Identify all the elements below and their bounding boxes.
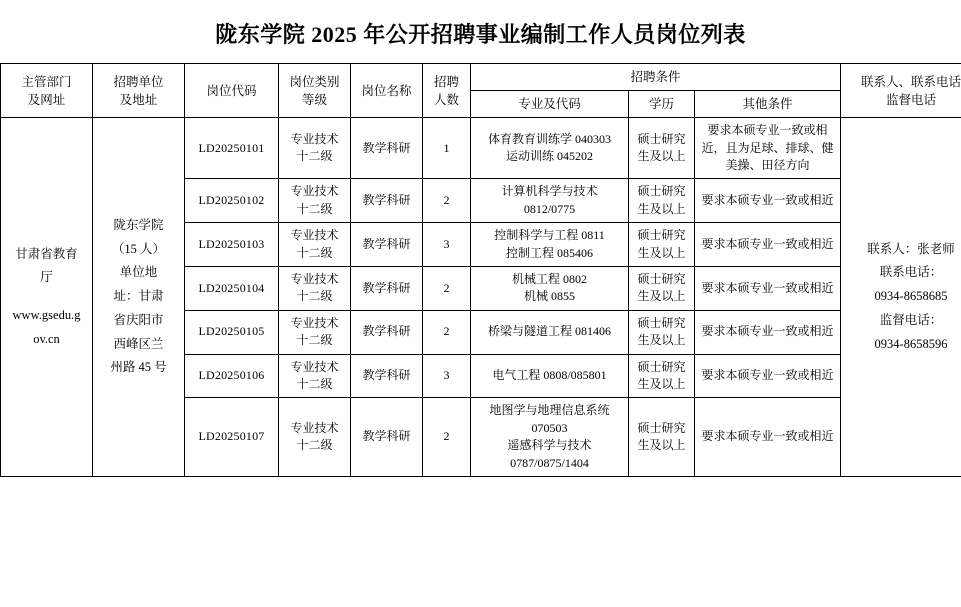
cell-job-type bbox=[279, 179, 351, 223]
job-type-line1: 专业技术 bbox=[282, 420, 347, 437]
cell-major bbox=[471, 223, 629, 267]
cell-job-name: 教学科研 bbox=[351, 223, 423, 267]
supervision-phone: 0934-8658596 bbox=[844, 333, 961, 357]
header-job-type bbox=[279, 64, 351, 118]
header-major: 专业及代码 bbox=[471, 91, 629, 118]
cell-count: 2 bbox=[423, 398, 471, 477]
header-dept-line1: 主管部门 bbox=[4, 73, 89, 91]
major-line4: 0787/0875/1404 bbox=[474, 455, 625, 472]
cell-major bbox=[471, 266, 629, 310]
major-line1: 计算机科学与技术 bbox=[474, 183, 625, 200]
supervision-label: 监督电话： bbox=[844, 309, 961, 333]
cell-job-name: 教学科研 bbox=[351, 310, 423, 354]
unit-line7: 州路 45 号 bbox=[96, 356, 181, 380]
cell-job-code: LD20250101 bbox=[185, 118, 279, 179]
header-conditions-group: 招聘条件 bbox=[471, 64, 841, 91]
header-unit bbox=[93, 64, 185, 118]
header-count-line2: 人数 bbox=[426, 91, 467, 109]
cell-other-conditions: 要求本硕专业一致或相近 bbox=[695, 179, 841, 223]
cell-count: 2 bbox=[423, 266, 471, 310]
header-count bbox=[423, 64, 471, 118]
cell-job-code: LD20250102 bbox=[185, 179, 279, 223]
edu-line2: 生及以上 bbox=[632, 376, 691, 393]
header-job-name: 岗位名称 bbox=[351, 64, 423, 118]
edu-line1: 硕士研究 bbox=[632, 420, 691, 437]
major-line1: 地图学与地理信息系统 bbox=[474, 402, 625, 419]
major-line1: 电气工程 0808/085801 bbox=[474, 367, 625, 384]
cell-education bbox=[629, 118, 695, 179]
cell-major bbox=[471, 354, 629, 398]
cell-job-type bbox=[279, 354, 351, 398]
job-type-line1: 专业技术 bbox=[282, 227, 347, 244]
contact-line2: 联系电话： bbox=[844, 261, 961, 285]
unit-line2: （15 人） bbox=[96, 238, 181, 262]
header-job-code: 岗位代码 bbox=[185, 64, 279, 118]
edu-line1: 硕士研究 bbox=[632, 183, 691, 200]
cell-job-type bbox=[279, 118, 351, 179]
unit-line3: 单位地 bbox=[96, 261, 181, 285]
edu-line1: 硕士研究 bbox=[632, 131, 691, 148]
job-type-line2: 十二级 bbox=[282, 376, 347, 393]
cell-other-conditions: 要求本硕专业一致或相近 bbox=[695, 266, 841, 310]
major-line3: 遥感科学与技术 bbox=[474, 437, 625, 454]
edu-line2: 生及以上 bbox=[632, 201, 691, 218]
major-line1: 控制科学与工程 0811 bbox=[474, 227, 625, 244]
cell-education bbox=[629, 223, 695, 267]
cell-count: 2 bbox=[423, 310, 471, 354]
edu-line1: 硕士研究 bbox=[632, 315, 691, 332]
cell-education bbox=[629, 179, 695, 223]
cell-job-name: 教学科研 bbox=[351, 179, 423, 223]
cell-job-name: 教学科研 bbox=[351, 118, 423, 179]
cell-department bbox=[1, 118, 93, 477]
cell-other-conditions: 要求本硕专业一致或相近 bbox=[695, 223, 841, 267]
cell-count: 2 bbox=[423, 179, 471, 223]
cell-job-type bbox=[279, 266, 351, 310]
job-type-line2: 十二级 bbox=[282, 201, 347, 218]
edu-line2: 生及以上 bbox=[632, 288, 691, 305]
unit-line5: 省庆阳市 bbox=[96, 309, 181, 333]
cell-education bbox=[629, 398, 695, 477]
cell-job-name: 教学科研 bbox=[351, 266, 423, 310]
job-type-line2: 十二级 bbox=[282, 288, 347, 305]
edu-line1: 硕士研究 bbox=[632, 271, 691, 288]
unit-line4: 址：甘肃 bbox=[96, 285, 181, 309]
edu-line2: 生及以上 bbox=[632, 245, 691, 262]
cell-job-name: 教学科研 bbox=[351, 398, 423, 477]
cell-count: 1 bbox=[423, 118, 471, 179]
header-dept bbox=[1, 64, 93, 118]
cell-job-code: LD20250106 bbox=[185, 354, 279, 398]
contact-line1: 联系人：张老师 bbox=[844, 238, 961, 262]
cell-contact bbox=[841, 118, 961, 477]
major-line1: 体育教育训练学 040303 bbox=[474, 131, 625, 148]
cell-job-code: LD20250104 bbox=[185, 266, 279, 310]
cell-major bbox=[471, 179, 629, 223]
header-education: 学历 bbox=[629, 91, 695, 118]
job-type-line2: 十二级 bbox=[282, 148, 347, 165]
major-line1: 桥梁与隧道工程 081406 bbox=[474, 323, 625, 340]
unit-line1: 陇东学院 bbox=[96, 214, 181, 238]
cell-job-code: LD20250105 bbox=[185, 310, 279, 354]
dept-name-line1: 甘肃省教育 bbox=[4, 243, 89, 267]
job-listing-table bbox=[0, 63, 961, 477]
edu-line2: 生及以上 bbox=[632, 437, 691, 454]
cell-education bbox=[629, 266, 695, 310]
job-type-line1: 专业技术 bbox=[282, 271, 347, 288]
cell-other-conditions: 要求本硕专业一致或相近 bbox=[695, 310, 841, 354]
edu-line1: 硕士研究 bbox=[632, 227, 691, 244]
major-line2: 运动训练 045202 bbox=[474, 148, 625, 165]
edu-line2: 生及以上 bbox=[632, 148, 691, 165]
cell-job-type bbox=[279, 223, 351, 267]
header-other-conditions: 其他条件 bbox=[695, 91, 841, 118]
cell-count: 3 bbox=[423, 354, 471, 398]
cell-major bbox=[471, 310, 629, 354]
cell-other-conditions: 要求本硕专业一致或相近 bbox=[695, 398, 841, 477]
header-job-type-line2: 等级 bbox=[282, 91, 347, 109]
header-contact-line1: 联系人、联系电话 bbox=[844, 73, 961, 91]
job-type-line1: 专业技术 bbox=[282, 131, 347, 148]
major-line2: 控制工程 085406 bbox=[474, 245, 625, 262]
document-page bbox=[0, 18, 961, 607]
cell-job-name: 教学科研 bbox=[351, 354, 423, 398]
job-type-line1: 专业技术 bbox=[282, 183, 347, 200]
major-line2: 机械 0855 bbox=[474, 288, 625, 305]
cell-job-type bbox=[279, 398, 351, 477]
dept-url-line2[interactable]: ov.cn bbox=[4, 328, 89, 352]
cell-other-conditions: 要求本硕专业一致或相近，且为足球、排球、健美操、田径方向 bbox=[695, 118, 841, 179]
page-title: 陇东学院 2025 年公开招聘事业编制工作人员岗位列表 bbox=[0, 18, 961, 49]
header-contact bbox=[841, 64, 961, 118]
job-type-line2: 十二级 bbox=[282, 437, 347, 454]
cell-major bbox=[471, 118, 629, 179]
job-type-line1: 专业技术 bbox=[282, 315, 347, 332]
cell-job-type bbox=[279, 310, 351, 354]
job-type-line2: 十二级 bbox=[282, 332, 347, 349]
contact-phone: 0934-8658685 bbox=[844, 285, 961, 309]
table-header-row-1 bbox=[1, 64, 961, 91]
cell-education bbox=[629, 354, 695, 398]
header-job-type-line1: 岗位类别 bbox=[282, 73, 347, 91]
edu-line2: 生及以上 bbox=[632, 332, 691, 349]
major-line1: 机械工程 0802 bbox=[474, 271, 625, 288]
cell-job-code: LD20250103 bbox=[185, 223, 279, 267]
dept-name-line2: 厅 bbox=[4, 266, 89, 290]
header-unit-line1: 招聘单位 bbox=[96, 73, 181, 91]
job-type-line1: 专业技术 bbox=[282, 359, 347, 376]
major-line2: 070503 bbox=[474, 420, 625, 437]
cell-count: 3 bbox=[423, 223, 471, 267]
edu-line1: 硕士研究 bbox=[632, 359, 691, 376]
cell-education bbox=[629, 310, 695, 354]
unit-line6: 西峰区兰 bbox=[96, 333, 181, 357]
header-count-line1: 招聘 bbox=[426, 73, 467, 91]
major-line2: 0812/0775 bbox=[474, 201, 625, 218]
cell-other-conditions: 要求本硕专业一致或相近 bbox=[695, 354, 841, 398]
cell-job-code: LD20250107 bbox=[185, 398, 279, 477]
dept-url-line1[interactable]: www.gsedu.g bbox=[4, 304, 89, 328]
job-type-line2: 十二级 bbox=[282, 245, 347, 262]
header-dept-line2: 及网址 bbox=[4, 91, 89, 109]
table-row bbox=[1, 118, 961, 179]
header-contact-line2: 监督电话 bbox=[844, 91, 961, 109]
cell-unit bbox=[93, 118, 185, 477]
header-unit-line2: 及地址 bbox=[96, 91, 181, 109]
cell-major bbox=[471, 398, 629, 477]
